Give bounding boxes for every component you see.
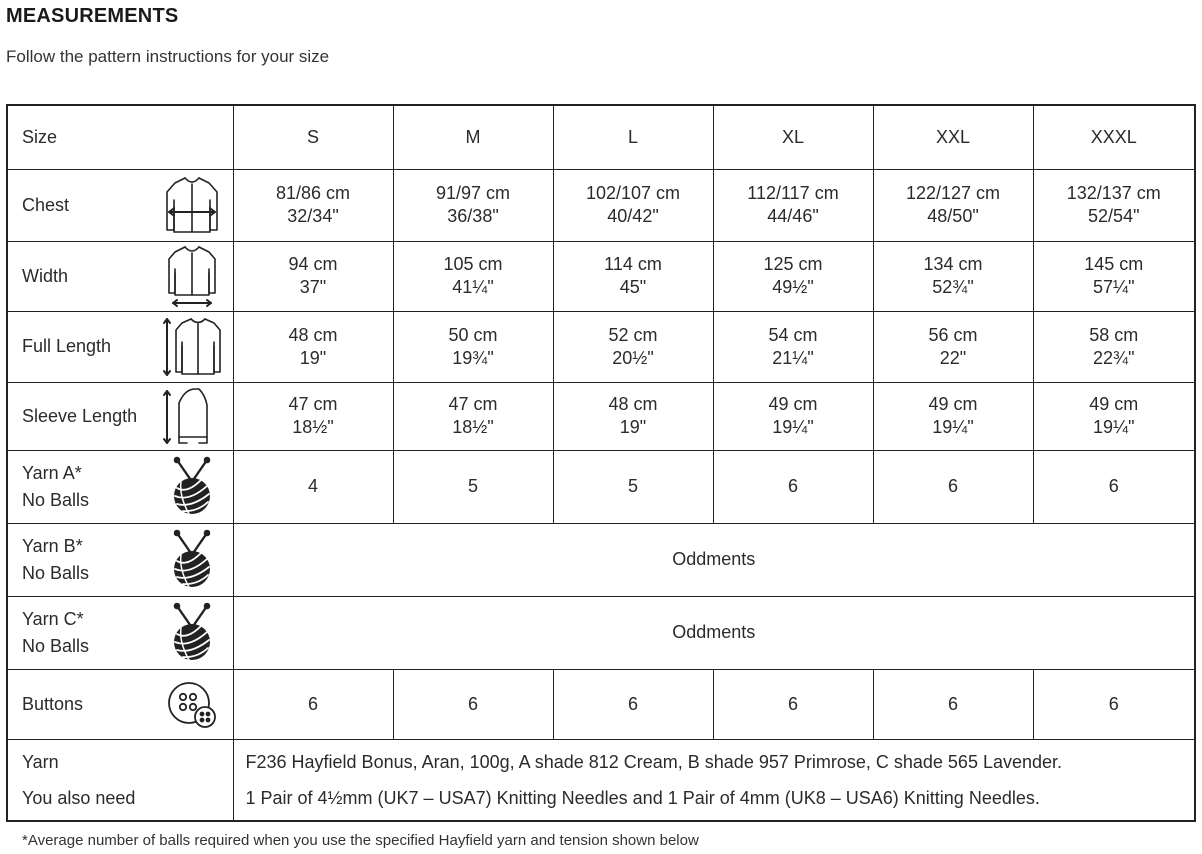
yarn-a-value-s: 4 <box>233 450 393 523</box>
row-label-buttons: Buttons <box>7 669 233 739</box>
table-row-yarn-info <box>7 739 1195 821</box>
row-label-yarn-a: Yarn A* No Balls <box>7 450 233 523</box>
full-length-value-l: 52 cm 20½" <box>553 311 713 382</box>
row-label-sleeve-length: Sleeve Length <box>7 382 233 450</box>
yarn-a-value-m: 5 <box>393 450 553 523</box>
full-length-value-m: 50 cm 19¾" <box>393 311 553 382</box>
size-header-l: L <box>553 105 713 169</box>
measurements-table <box>6 104 1196 822</box>
chest-value-xxxl: 132/137 cm 52/54" <box>1033 169 1195 241</box>
row-label-yarn-b: Yarn B* No Balls <box>7 523 233 596</box>
width-value-m: 105 cm 41¼" <box>393 241 553 311</box>
table-row-size <box>7 105 1195 169</box>
size-header-xxl: XXL <box>873 105 1033 169</box>
row-label-yarn-info <box>7 739 233 821</box>
table-row-chest <box>7 169 1195 241</box>
row-label-width: Width <box>7 241 233 311</box>
full-length-value-xxl: 56 cm 22" <box>873 311 1033 382</box>
needles-description: 1 Pair of 4½mm (UK7 – USA7) Knitting Needles and 1 Pair of 4mm (UK8 – USA6) Knitting Needles. <box>245 787 1040 808</box>
chest-value-m: 91/97 cm 36/38" <box>393 169 553 241</box>
yarn-a-value-xxl: 6 <box>873 450 1033 523</box>
yarn-description: F236 Hayfield Bonus, Aran, 100g, A shade 812 Cream, B shade 957 Primrose, C shade 565 Lavender. <box>245 751 1063 772</box>
row-label-yarn-c: Yarn C* No Balls <box>7 596 233 669</box>
sleeve-length-value-xxl: 49 cm 19¼" <box>873 382 1033 450</box>
width-value-s: 94 cm 37" <box>233 241 393 311</box>
yarn-info-text <box>233 739 1195 821</box>
table-row-yarn-b <box>7 523 1195 596</box>
you-also-need-label: You also need <box>22 787 136 808</box>
chest-value-xxl: 122/127 cm 48/50" <box>873 169 1033 241</box>
chest-value-l: 102/107 cm 40/42" <box>553 169 713 241</box>
yarn-ball-needles-icon <box>161 602 223 664</box>
yarn-a-value-xl: 6 <box>713 450 873 523</box>
size-header-xxxl: XXXL <box>1033 105 1195 169</box>
sleeve-length-value-l: 48 cm 19" <box>553 382 713 450</box>
row-label-size: Size <box>7 105 233 169</box>
width-value-xl: 125 cm 49½" <box>713 241 873 311</box>
table-row-buttons <box>7 669 1195 739</box>
row-label-chest: Chest <box>7 169 233 241</box>
measurements-table-wrapper <box>6 104 1194 820</box>
buttons-value-s: 6 <box>233 669 393 739</box>
buttons-value-m: 6 <box>393 669 553 739</box>
sleeve-length-value-m: 47 cm 18½" <box>393 382 553 450</box>
yarn-c-value: Oddments <box>233 596 1195 669</box>
sleeve-length-value-s: 47 cm 18½" <box>233 382 393 450</box>
size-header-xl: XL <box>713 105 873 169</box>
full-length-value-s: 48 cm 19" <box>233 311 393 382</box>
full-length-value-xl: 54 cm 21¼" <box>713 311 873 382</box>
table-row-full-length <box>7 311 1195 382</box>
yarn-ball-needles-icon <box>161 456 223 518</box>
size-header-m: M <box>393 105 553 169</box>
row-label-full-length: Full Length <box>7 311 233 382</box>
sleeve-length-value-xxxl: 49 cm 19¼" <box>1033 382 1195 450</box>
page-title: MEASUREMENTS <box>6 5 179 27</box>
cardigan-length-arrow-icon <box>161 316 223 378</box>
table-row-yarn-c <box>7 596 1195 669</box>
full-length-value-xxxl: 58 cm 22¾" <box>1033 311 1195 382</box>
table-row-width <box>7 241 1195 311</box>
buttons-value-xxl: 6 <box>873 669 1033 739</box>
yarn-a-value-xxxl: 6 <box>1033 450 1195 523</box>
buttons-value-xxxl: 6 <box>1033 669 1195 739</box>
table-row-sleeve-length <box>7 382 1195 450</box>
page-subtitle: Follow the pattern instructions for your size <box>6 47 330 66</box>
cardigan-chest-arrow-icon <box>161 174 223 236</box>
button-icon <box>161 673 223 735</box>
cardigan-width-arrow-icon <box>161 245 223 307</box>
sleeve-length-value-xl: 49 cm 19¼" <box>713 382 873 450</box>
yarn-ball-needles-icon <box>161 529 223 591</box>
buttons-value-l: 6 <box>553 669 713 739</box>
yarn-b-value: Oddments <box>233 523 1195 596</box>
yarn-a-value-l: 5 <box>553 450 713 523</box>
footnote: *Average number of balls required when you use the specified Hayfield yarn and tension shown below <box>22 832 699 849</box>
size-header-s: S <box>233 105 393 169</box>
table-row-yarn-a <box>7 450 1195 523</box>
width-value-l: 114 cm 45" <box>553 241 713 311</box>
width-value-xxl: 134 cm 52¾" <box>873 241 1033 311</box>
yarn-label: Yarn <box>22 751 59 772</box>
width-value-xxxl: 145 cm 57¼" <box>1033 241 1195 311</box>
chest-value-xl: 112/117 cm 44/46" <box>713 169 873 241</box>
sleeve-length-arrow-icon <box>161 385 223 447</box>
chest-value-s: 81/86 cm 32/34" <box>233 169 393 241</box>
buttons-value-xl: 6 <box>713 669 873 739</box>
